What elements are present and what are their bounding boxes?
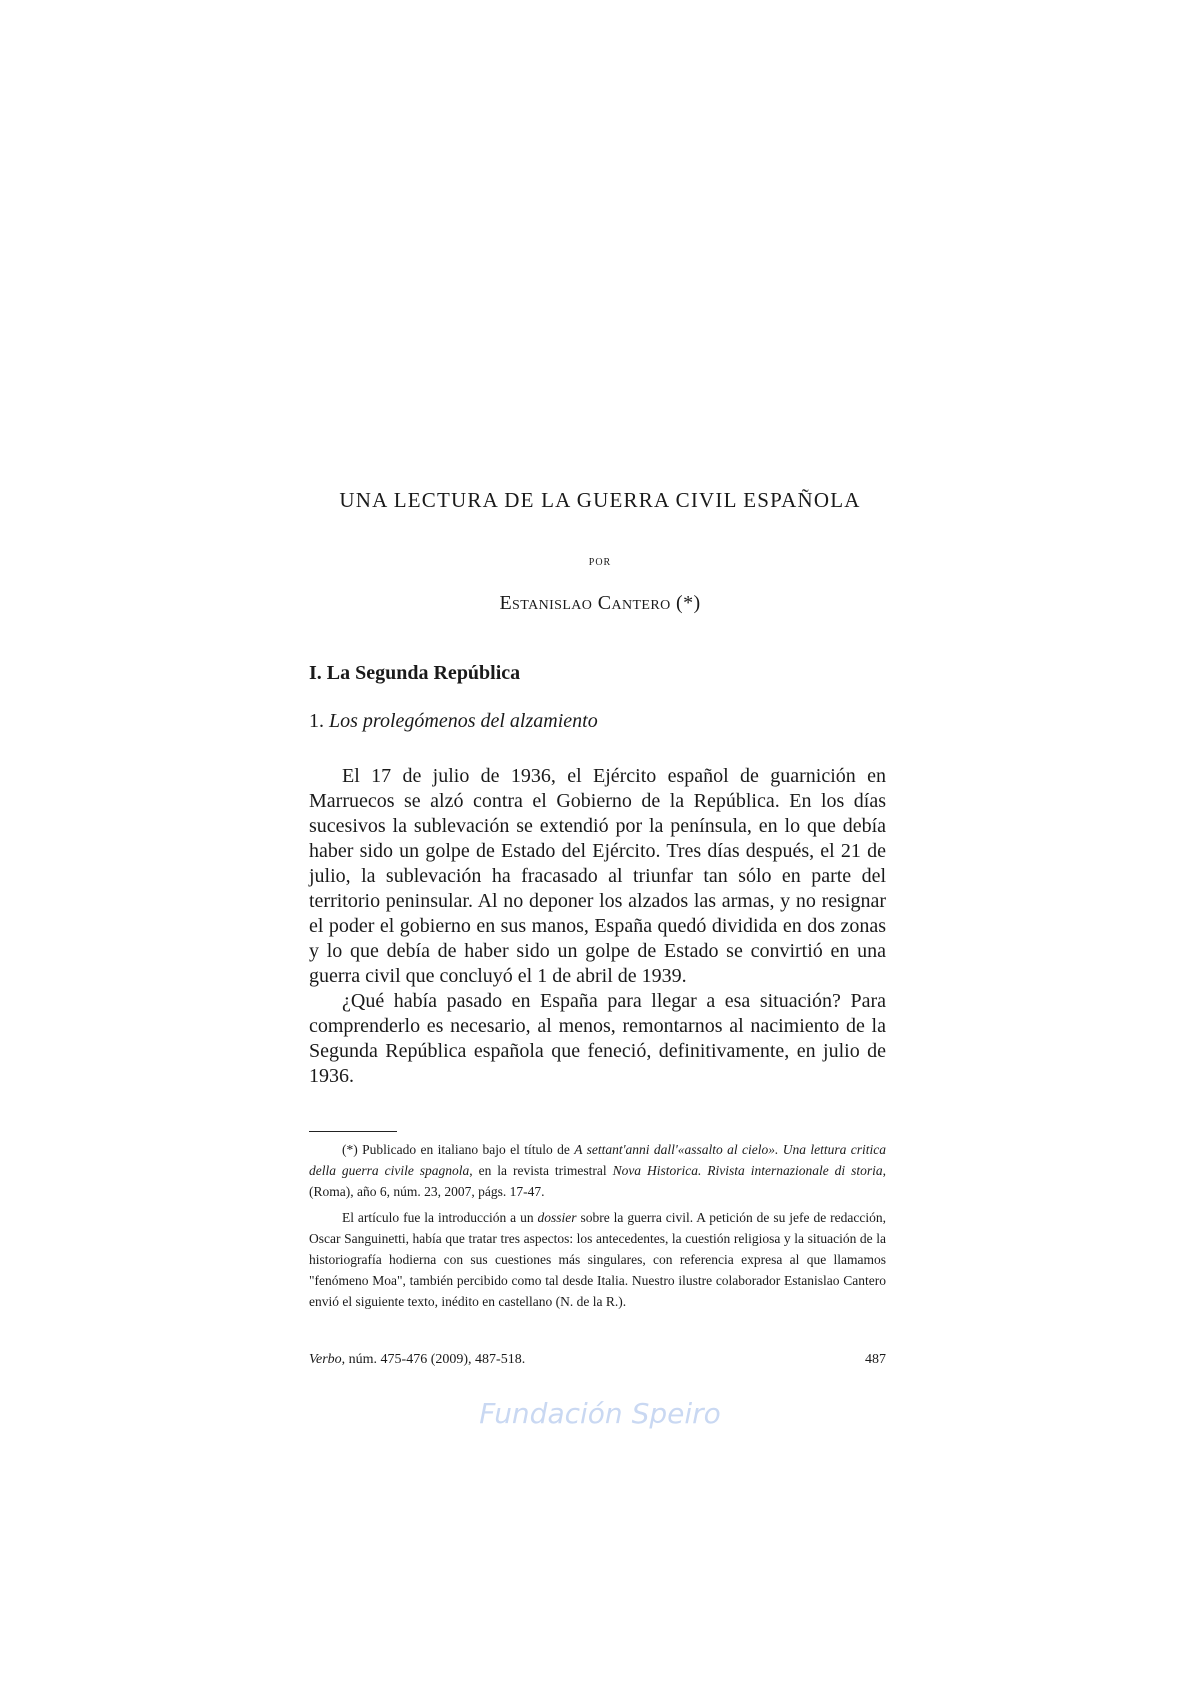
article-title: UNA LECTURA DE LA GUERRA CIVIL ESPAÑOLA bbox=[339, 488, 861, 512]
footnote-1-italic-journal: Nova Historica. Rivista internazionale di storia bbox=[612, 1163, 883, 1178]
section-heading: I. La Segunda República bbox=[309, 662, 521, 684]
footnote-1-text-e: , (Roma), año 6, núm. 23, 2007, págs. 17-47. bbox=[309, 1163, 886, 1199]
footnote-2-text-a: El artículo fue la introducción a un bbox=[342, 1210, 538, 1225]
byline-por: POR bbox=[588, 557, 612, 568]
footnote-1-text-a: (*) Publicado en italiano bajo el título de bbox=[342, 1142, 575, 1157]
footnote-2 bbox=[309, 1207, 886, 1312]
page-footer bbox=[309, 1352, 886, 1368]
footnote-divider bbox=[309, 1131, 397, 1132]
footnote-1-text-c: , en la revista trimestral bbox=[469, 1163, 613, 1178]
page-number: 487 bbox=[865, 1352, 886, 1367]
footnote-2-italic-dossier: dossier bbox=[537, 1210, 577, 1225]
footer-journal: Verbo bbox=[309, 1352, 342, 1367]
footer-citation-text: , núm. 475-476 (2009), 487-518. bbox=[341, 1352, 526, 1367]
subsection-title: Los prolegómenos del alzamiento bbox=[329, 710, 598, 732]
body-paragraph-1: El 17 de julio de 1936, el Ejército español de guarnición en Marruecos se alzó contra el Gobierno de la República. En los días sucesivos la sublevación se extendió por la península, en lo que debía haber sido un golpe de Estado del Ejército. Tres días después, el 21 de julio, la sublevación ha fracasado al triunfar tan sólo en parte del territorio peninsular. Al no deponer los alzados las armas, y no resignar el poder el gobierno en sus manos, España quedó dividida en dos zonas y lo que debía de haber sido un golpe de Estado se convirtió en una guerra civil que concluyó el 1 de abril de 1939. bbox=[309, 765, 886, 987]
body-text bbox=[309, 764, 886, 1089]
footnote-1-italic-title: A settant'anni dall'«assalto al cielo». Una lettura critica della guerra civile spagnola bbox=[309, 1142, 886, 1178]
subsection-heading bbox=[309, 710, 598, 733]
watermark: Fundación Speiro bbox=[479, 1397, 721, 1430]
footnotes bbox=[309, 1139, 886, 1312]
author-name: Estanislao Cantero (*) bbox=[499, 592, 701, 614]
footer-citation bbox=[309, 1352, 525, 1368]
footnote-2-text-c: sobre la guerra civil. A petición de su jefe de redacción, Oscar Sanguinetti, había que tratar tres aspectos: los antecedentes, la cuestión religiosa y la situación de la historiografía hodierna con sus cuestiones más singulares, con referencia expresa al que llamamos "fenómeno Moa", también percibido como tal desde Italia. Nuestro ilustre colaborador Estanislao Cantero envió el siguiente texto, inédito en castellano (N. de la R.). bbox=[309, 1210, 886, 1309]
subsection-number: 1. bbox=[309, 710, 324, 732]
footnote-1 bbox=[309, 1139, 886, 1202]
body-paragraph-2: ¿Qué había pasado en España para llegar a esa situación? Para comprenderlo es necesario, al menos, remontarnos al nacimiento de la Segunda República española que feneció, definitivamente, en julio de 1936. bbox=[309, 990, 886, 1087]
